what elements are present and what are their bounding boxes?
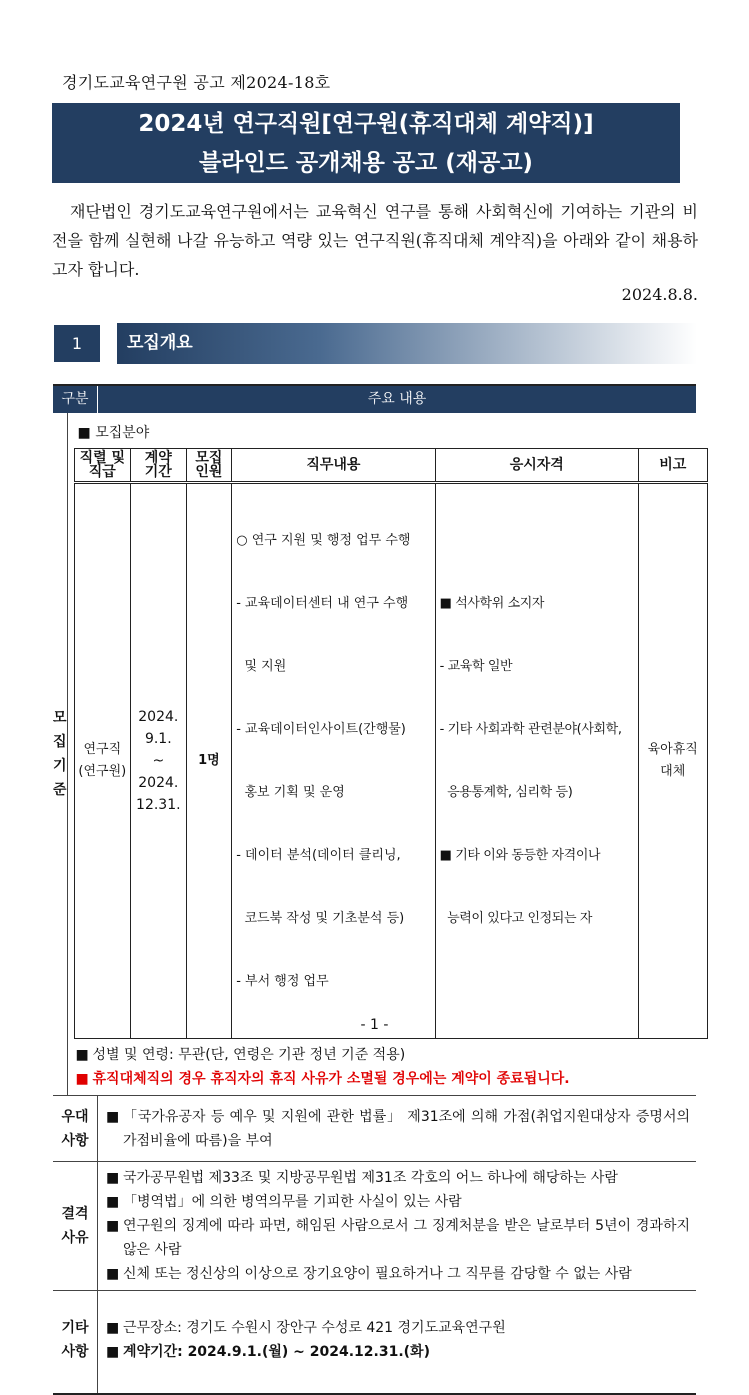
label-line: 사항 [61, 1344, 89, 1360]
table-row-others [53, 1290, 696, 1393]
item-text: 「병역법」에 의한 병역의무를 기피한 사실이 있는 사람 [123, 1194, 462, 1210]
table-row-recruit [53, 413, 696, 1095]
section-number: 1 [54, 325, 100, 362]
col-line: 직렬 및 [79, 450, 126, 466]
label-line: 기타 [61, 1320, 89, 1336]
label-line: 사항 [61, 1132, 89, 1149]
bullet-icon: ■ [106, 1344, 120, 1360]
item-text: 신체 또는 정신상의 이상으로 장기요양이 필요하거나 그 직무를 감당할 수 없는 사람 [123, 1266, 632, 1282]
label-line: 결격 [61, 1206, 89, 1222]
col-duties: 직무내용 [232, 449, 435, 483]
row-label-recruit [53, 413, 68, 1095]
item-text: 계약기간: 2024.9.1.(월) ~ 2024.12.31.(화) [123, 1344, 430, 1360]
duty-line: - 데이터 분석(데이터 클리닝, [236, 848, 401, 863]
label-line: 기준 [53, 758, 67, 798]
bullet-icon: ■ [106, 1320, 120, 1336]
recruit-field-table [74, 448, 708, 1039]
period-line: 2024. [138, 709, 179, 725]
cell-line: 연구직 [83, 742, 122, 757]
col-line: 인원 [195, 464, 223, 480]
table-row-preference [53, 1095, 696, 1161]
item-text: 「국가유공자 등 예우 및 지원에 관한 법률」 제31조에 의해 가점(취업지원대상자 증명서의 가점비율에 따름)을 부여 [123, 1108, 690, 1149]
list-item [106, 1262, 690, 1286]
label-line: 모집 [53, 710, 67, 750]
cell-qualification [435, 483, 638, 1039]
warning-item [76, 1067, 708, 1091]
qual-line: - 교육학 일반 [439, 659, 513, 674]
overview-table [53, 384, 696, 1395]
preference-content [98, 1096, 696, 1161]
qual-line: 응용통계학, 심리학 등) [439, 785, 573, 800]
cell-period [131, 483, 186, 1039]
row-label-preference [53, 1096, 98, 1161]
bullet-icon: ■ [106, 1194, 120, 1210]
preference-item [106, 1105, 690, 1153]
qual-line: 능력이 있다고 인정되는 자 [439, 911, 593, 926]
disqualification-content [98, 1162, 696, 1290]
item-text: 연구원의 징계에 따라 파면, 해임된 사람으로서 그 징계처분을 받은 날로부터 5년이 경과하지 않은 사람 [123, 1218, 690, 1258]
bullet-icon: ■ [75, 1047, 89, 1063]
item-text: 근무장소: 경기도 수원시 장안구 수성로 421 경기도교육연구원 [123, 1320, 506, 1336]
item-text: 성별 및 연령: 무관(단, 연령은 기관 정년 기준 적용) [92, 1047, 406, 1063]
duty-line: 홍보 기획 및 운영 [236, 785, 345, 800]
period-line: ~ [152, 753, 165, 769]
title-line2: 블라인드 공개채용 공고 (재공고) [199, 150, 533, 176]
period-line: 2024. [138, 775, 179, 791]
list-item [106, 1214, 690, 1262]
bullet-icon: ■ [106, 1108, 120, 1125]
title-line1: 2024년 연구직원[연구원(휴직대체 계약직)] [138, 111, 594, 137]
table-header [53, 386, 696, 413]
row-label-others [53, 1291, 98, 1393]
list-item [106, 1190, 690, 1214]
cell-count: 1명 [186, 483, 232, 1039]
bullet-icon: ■ [106, 1218, 120, 1234]
table-row-disqualification [53, 1161, 696, 1290]
list-item [106, 1166, 690, 1190]
duty-line: - 부서 행정 업무 [236, 974, 329, 989]
notice-number: 경기도교육연구원 공고 제2024-18호 [62, 73, 331, 92]
row-label-disqualification [53, 1162, 98, 1290]
note-line: 대체 [660, 764, 686, 779]
section-title: 모집개요 [117, 323, 697, 364]
field-title: ■ 모집분야 [77, 425, 150, 441]
label-line: 우대 [61, 1108, 89, 1125]
duty-line: - 교육데이터센터 내 연구 수행 [236, 596, 409, 611]
cell-duties [232, 483, 435, 1039]
others-content [98, 1291, 696, 1393]
bullet-icon: ■ [75, 1071, 89, 1087]
qual-line: - 기타 사회과학 관련분야(사회학, [439, 722, 622, 737]
cell-note [638, 483, 707, 1039]
col-line: 모집 [195, 450, 223, 466]
gender-age-item [76, 1043, 708, 1067]
col-line: 기간 [144, 464, 172, 480]
qual-line: ■ 석사학위 소지자 [439, 596, 545, 611]
workplace-item [106, 1316, 690, 1340]
duty-line: 및 지원 [236, 659, 287, 674]
bullet-icon: ■ [106, 1170, 120, 1186]
duty-line: - 교육데이터인사이트(간행물) [236, 722, 406, 737]
period-line: 12.31. [136, 797, 181, 813]
intro-paragraph: 재단법인 경기도교육연구원에서는 교육혁신 연구를 통해 사회혁신에 기여하는 기관의 비전을 함께 실현해 나갈 유능하고 역량 있는 연구직원(휴직대체 계약직)을 아래와 같이 채용하고자 합니다. [52, 202, 698, 279]
header-content: 주요 내용 [367, 391, 427, 407]
col-line: 계약 [144, 450, 172, 466]
cell-rank [74, 483, 131, 1039]
qual-line: ■ 기타 이와 동등한 자격이나 [439, 848, 601, 863]
cell-line: (연구원) [78, 764, 127, 779]
period-line: 9.1. [144, 731, 172, 747]
warning-text: 휴직대체직의 경우 휴직자의 휴직 사유가 소멸될 경우에는 계약이 종료됩니다. [92, 1071, 570, 1087]
col-line: 직급 [88, 464, 116, 480]
contract-item [106, 1340, 690, 1364]
header-category: 구분 [53, 386, 98, 413]
col-count [186, 449, 232, 483]
duty-line: ○ 연구 지원 및 행정 업무 수행 [236, 533, 411, 548]
col-note: 비고 [638, 449, 707, 483]
page-title [52, 103, 680, 183]
item-text: 국가공무원법 제33조 및 지방공무원법 제31조 각호의 어느 하나에 해당하는 사람 [123, 1170, 618, 1186]
note-line: 육아휴직 [647, 742, 698, 757]
notice-date: 2024.8.8. [621, 285, 698, 304]
label-line: 사유 [61, 1230, 89, 1246]
col-rank [74, 449, 131, 483]
col-period [131, 449, 186, 483]
bullet-icon: ■ [106, 1266, 120, 1282]
recruit-content [68, 413, 714, 1095]
page-number: - 1 - [360, 1017, 389, 1033]
duty-line: 코드북 작성 및 기초분석 등) [236, 911, 405, 926]
col-qualification: 응시자격 [435, 449, 638, 483]
